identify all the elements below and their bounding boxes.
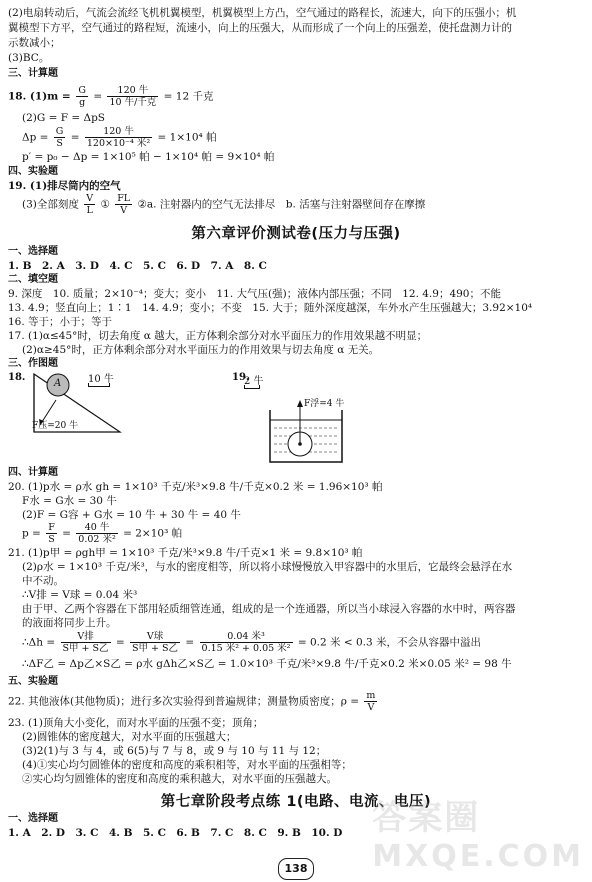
answer-line: (2)ρ水 = 1×10³ 千克/米³，与水的密度相等，所以将小球慢慢放入甲容器中的水里后，它最终会悬浮在水	[22, 561, 513, 573]
force-label: F浮=4 牛	[304, 399, 345, 409]
fraction: $\frac{\text{0.04 米³}}{\text{0.15 米² + 0.05 米²}}$	[201, 631, 291, 654]
answer-line: 的液面将同步上升。	[22, 617, 117, 629]
formula-line: Δp = $\frac{G}{S}$ = $\frac{\text{120 牛}}{\text{120×10⁻⁴ 米²}}$ = 1×10⁴ 帕	[22, 126, 217, 149]
fraction: $\frac{G}{g}$	[78, 85, 86, 108]
fraction: $\frac{G}{S}$	[55, 126, 64, 149]
section-heading: 一、选择题	[8, 246, 58, 257]
formula-line: ∴Δh = $\frac{\text{V排}}{\text{S甲 + S乙}}$ = $\frac{\text{V球}}{\text{S甲 + S乙}}$ = $\frac{\text{0.04 米³}}{\text{0.15 米² + 0.05 米²}}$ = 0.2 米 < 0.3 米，不会从容器中溢出	[22, 631, 482, 654]
answer-line: 13. 4.9；竖直向上；1∶1 14. 4.9；变小；不变 15. 大于；随外深度越深，车外水产生压强越大；3.92×10⁴	[8, 302, 533, 314]
section-heading: 三、计算题	[8, 68, 58, 79]
answer-line: 9. 深度 10. 质量；2×10⁻⁴；变大；变小 11. 大气压(强)；液体内部压强；不同 12. 4.9；490；不能	[8, 288, 501, 300]
watermark-text: 答案圈	[372, 798, 481, 838]
fraction: $\frac{V}{L}$	[86, 193, 94, 216]
answer-line: ②实心均匀圆锥体的密度和高度的乘积越大，对水平面的压强越大。	[22, 773, 337, 785]
answer-line: 中不动。	[22, 575, 64, 587]
text-line: 示数减小；	[8, 37, 61, 49]
section-heading: 三、作图题	[8, 358, 58, 369]
answer-line: 16. 等于；小于；等于	[8, 316, 113, 328]
answer-line: 1. A 2. D 3. C 4. B 5. C 6. B 7. C 8. C 9. B 10. D	[8, 827, 343, 839]
scale-bar-18	[88, 370, 128, 390]
watermark-url: MXQE.COM	[372, 839, 584, 874]
answer-line: 23. (1)顶角大小变化，而对水平面的压强不变；顶角；	[8, 717, 264, 729]
answer-line: 17. (1)α≤45°时，切去角度 α 越大，正方体剩余部分对水平面压力的作用效果越不明显；	[8, 330, 428, 342]
figure-number: 18.	[8, 372, 26, 383]
fraction: $\frac{FL}{V}$	[117, 193, 131, 216]
fraction: $\frac{F}{S}$	[48, 522, 55, 545]
formula-line: (3)全部刻度 $\frac{V}{L}$ ① $\frac{FL}{V}$ ②a. 注射器内的空气无法排尽 b. 活塞与注射器壁间存在摩擦	[22, 193, 426, 216]
formula-line: 22. 其他液体(其他物质)；进行多次实验得到普遍规律；测量物质密度；ρ = $\frac{m}{V}$	[8, 690, 376, 713]
scale-label: 2 牛	[244, 376, 264, 387]
section-heading: 四、计算题	[8, 467, 58, 478]
answer-line: (2)F = G容 + G水 = 10 牛 + 30 牛 = 40 牛	[22, 509, 241, 521]
section-heading: 二、填空题	[8, 274, 58, 285]
container-diagram	[232, 370, 362, 468]
text-line: (3)BC。	[8, 52, 50, 64]
formula-line: 18. (1)m = $\frac{G}{g}$ = $\frac{\text{120 牛}}{\text{10 牛/千克}}$ = 12 千克	[8, 85, 214, 108]
text-line: (2)电扇转动后，气流会流经飞机机翼模型，机翼模型上方凸，空气通过的路程长，流速大，向下的压强小；机	[8, 7, 517, 19]
formula-line: p = $\frac{F}{S}$ = $\frac{\text{40 牛}}{\text{0.02 米²}}$ = 2×10³ 帕	[22, 522, 183, 545]
figure-19	[232, 370, 362, 468]
scale-label: 10 牛	[88, 374, 114, 385]
answer-line: 21. (1)p甲 = ρgh甲 = 1×10³ 千克/米³×9.8 牛/千克×1 米 = 9.8×10³ 帕	[8, 547, 363, 559]
section-heading: 五、实验题	[8, 676, 58, 687]
fraction: $\frac{\text{V球}}{\text{S甲 + S乙}}$	[132, 631, 179, 654]
text-line: p′ = p₀ − Δp = 1×10⁵ 帕 − 1×10⁴ 帕 = 9×10⁴ 帕	[22, 151, 275, 163]
chapter-title: 第七章阶段考点练 1(电路、电流、电压)	[160, 794, 432, 810]
force-label: F压=20 牛	[32, 421, 79, 431]
fraction: $\frac{\text{V排}}{\text{S甲 + S乙}}$	[62, 631, 109, 654]
answer-line: (3)2(1)与 3 与 4，或 6(5)与 7 与 8，或 9 与 10 与 11 与 12；	[22, 745, 327, 757]
fraction: $\frac{\text{120 牛}}{\text{120×10⁻⁴ 米²}}$	[86, 126, 151, 149]
text-line: 翼模型下方平，空气通过的路程短，流速小，向上的压强大，从而形成了一个向上的压强差，使托盘测力计的	[8, 22, 512, 34]
watermark-logo	[372, 790, 584, 874]
answer-line: (2)圆锥体的密度越大，对水平面的压强越大；	[22, 731, 237, 743]
figure-number: 19.	[232, 372, 250, 383]
text-line: (2)G = F = ΔpS	[22, 112, 105, 124]
ball-label: A	[54, 378, 62, 389]
page-number: 138	[278, 858, 314, 880]
answer-line: 1. B 2. A 3. D 4. C 5. C 6. D 7. A 8. C	[8, 260, 267, 272]
chapter-title: 第六章评价测试卷(压力与压强)	[191, 226, 401, 242]
answer-line: 由于甲、乙两个容器在下部用轻质细管连通，组成的是一个连通器，所以当小球浸入容器的水中时，两容器	[22, 603, 516, 615]
answer-line: (2)α≥45°时，正方体剩余部分对水平面压力的作用效果与切去角度 α 无关。	[22, 344, 380, 356]
section-heading: 四、实验题	[8, 166, 58, 177]
section-heading: 一、选择题	[8, 813, 58, 824]
answer-line: ∴V排 = V球 = 0.04 米³	[22, 589, 138, 601]
answer-line: ∴ΔF乙 = Δp乙×S乙 = ρ水 gΔh乙×S乙 = 1.0×10³ 千克/米³×9.8 牛/千克×0.2 米×0.05 米² = 98 牛	[22, 658, 512, 670]
fraction: $\frac{\text{120 牛}}{\text{10 牛/千克}}$	[109, 85, 157, 108]
answer-line: F水 = G水 = 30 牛	[22, 495, 117, 507]
answer-line: (4)①实心均匀圆锥体的密度和高度的乘积相等，对水平面的压强相等；	[22, 759, 352, 771]
fraction: $\frac{\text{40 牛}}{\text{0.02 米²}}$	[78, 522, 116, 545]
answer-line: 20. (1)p水 = ρ水 gh = 1×10³ 千克/米³×9.8 牛/千克×0.2 米 = 1.96×10³ 帕	[8, 481, 383, 493]
fraction: $\frac{m}{V}$	[366, 690, 376, 713]
text-line: 19. (1)排尽筒内的空气	[8, 180, 121, 192]
